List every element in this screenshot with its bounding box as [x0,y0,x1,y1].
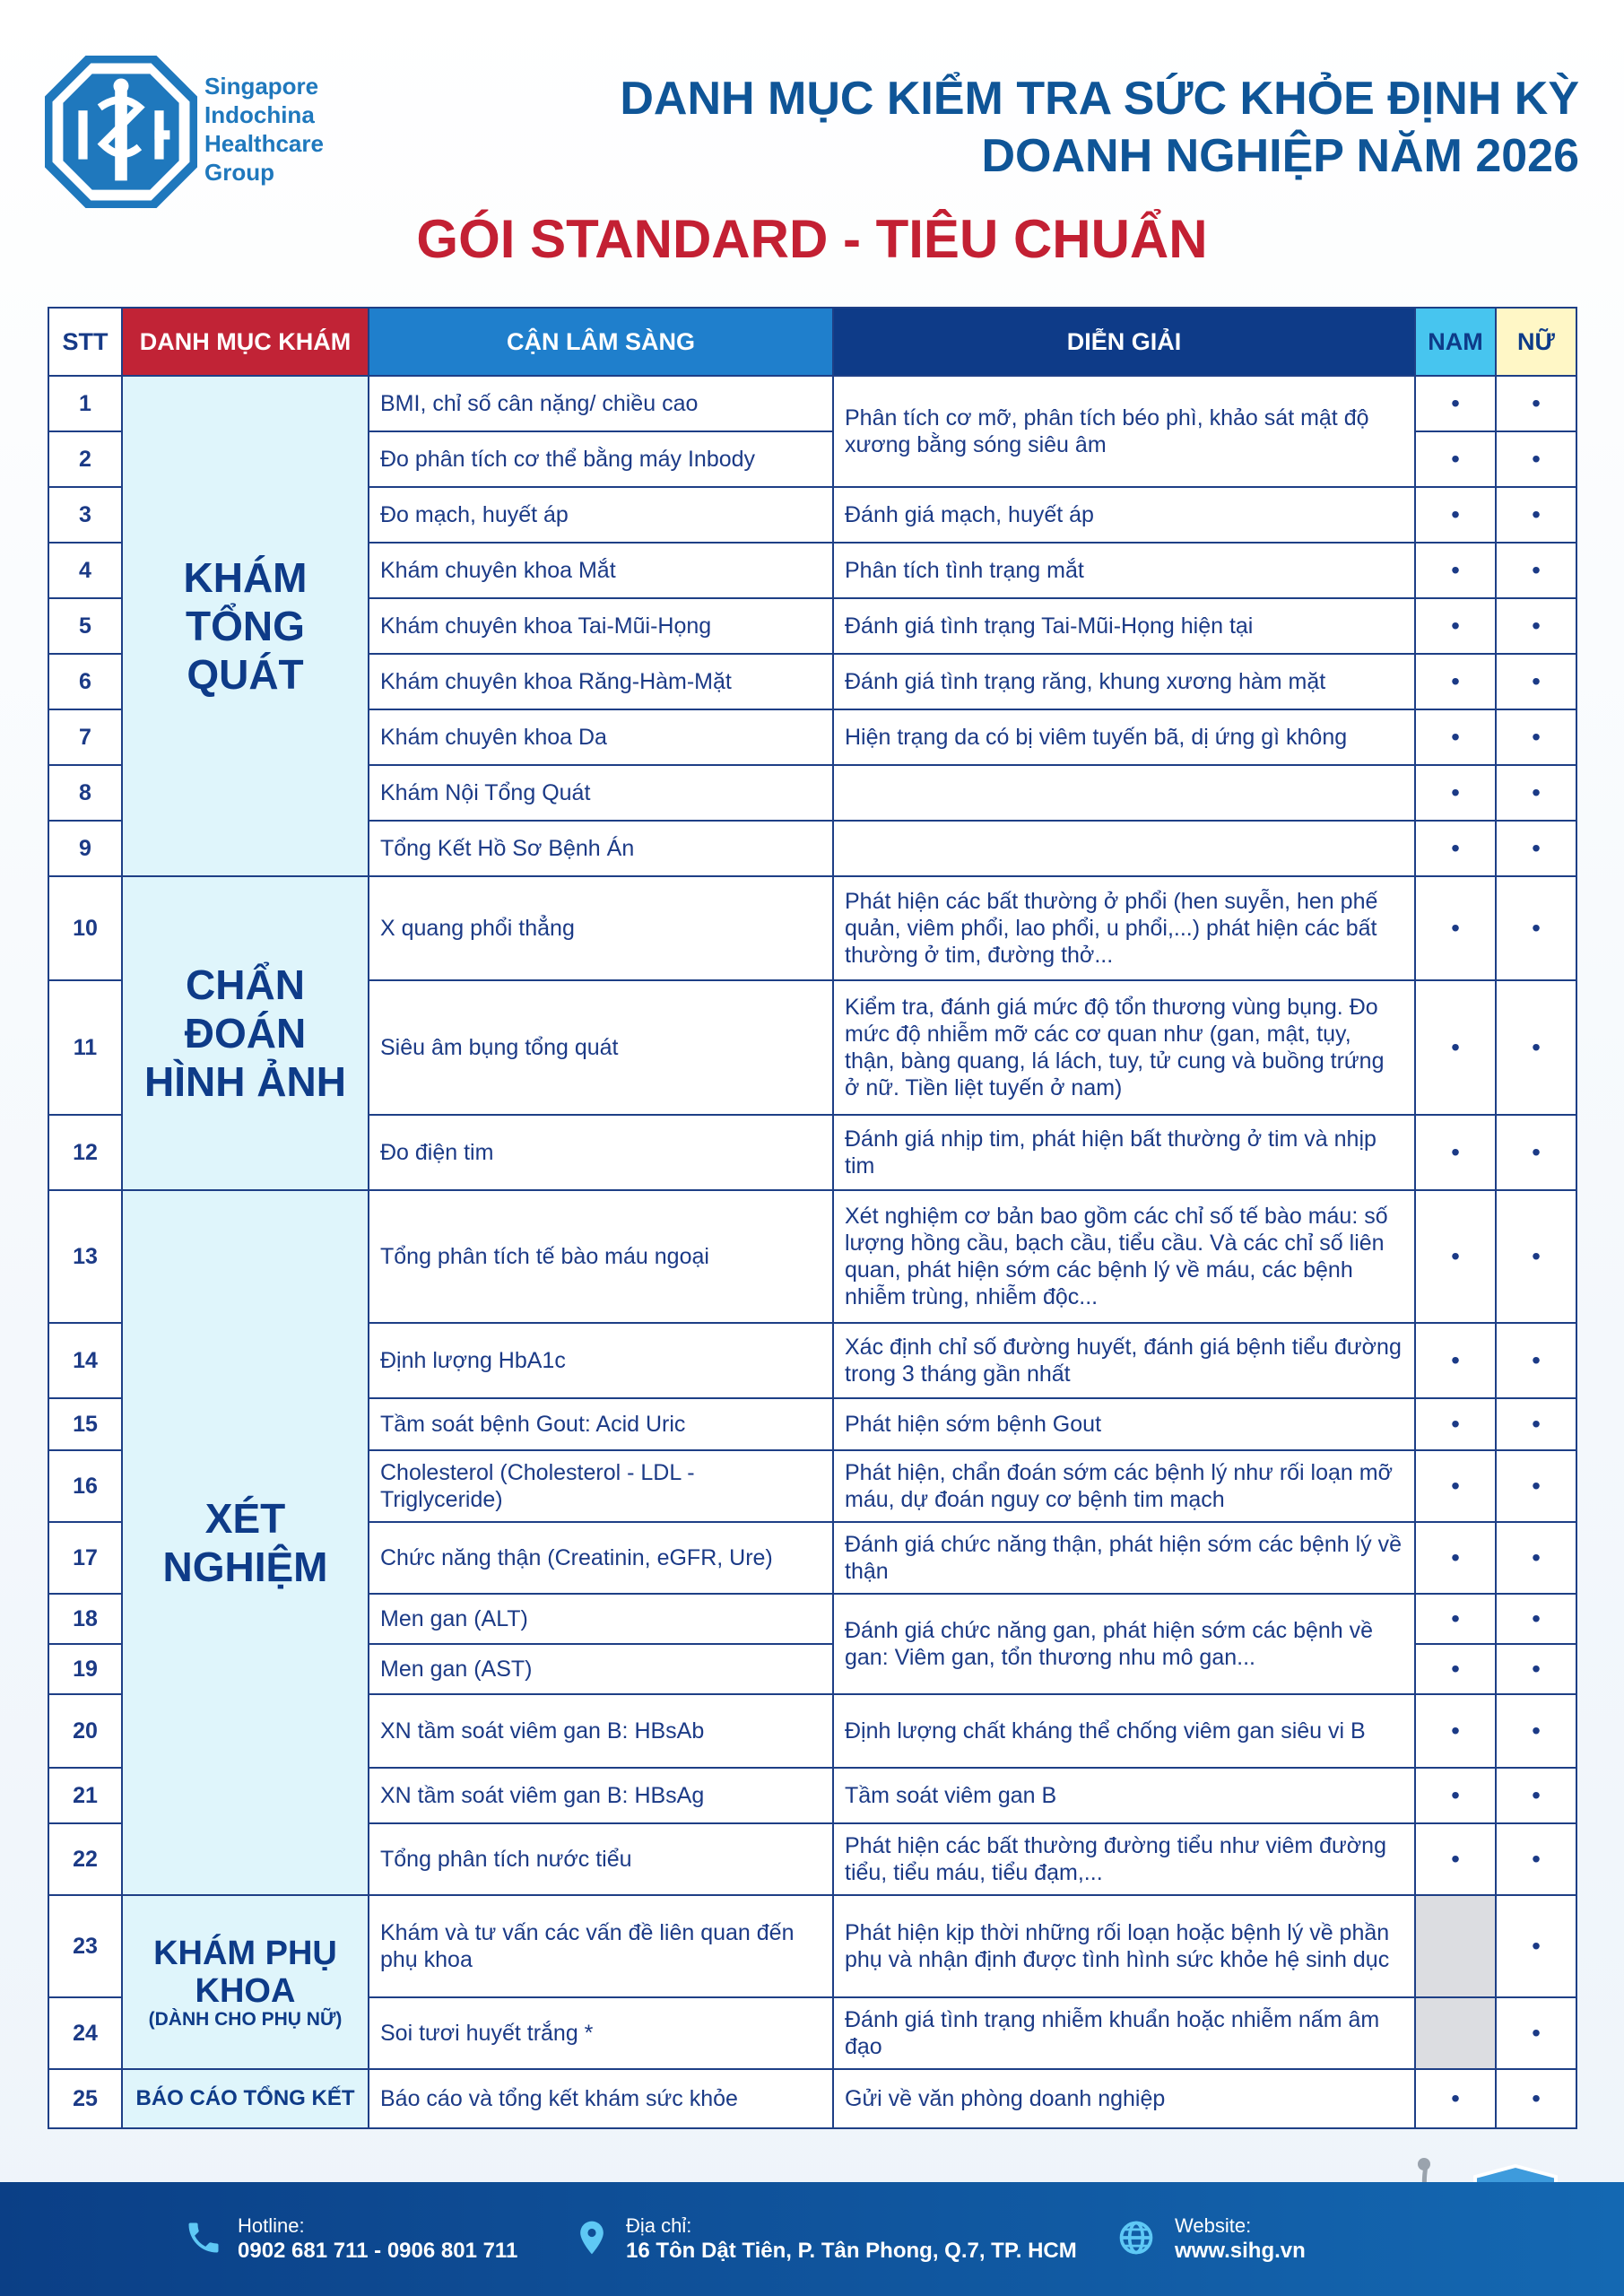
row-number: 24 [48,1997,122,2069]
row-number: 1 [48,376,122,431]
exam-item: Tầm soát bệnh Gout: Acid Uric [369,1398,833,1450]
row-number: 4 [48,543,122,598]
exam-item: XN tầm soát viêm gan B: HBsAg [369,1768,833,1823]
title-line-1: DANH MỤC KIỂM TRA SỨC KHỎE ĐỊNH KỲ [620,73,1579,125]
female-dot: • [1496,376,1576,431]
hotline [238,2214,517,2265]
row-number: 8 [48,765,122,821]
male-dot: • [1415,431,1496,487]
row-number: 20 [48,1694,122,1768]
row-number: 17 [48,1522,122,1594]
category-line: KHOA [195,1972,296,2010]
female-dot: • [1496,1115,1576,1190]
exam-description: Đánh giá chức năng thận, phát hiện sớm các bệnh lý về thận [833,1522,1415,1594]
female-dot: • [1496,821,1576,876]
male-dot: • [1415,821,1496,876]
exam-description: Phát hiện sớm bệnh Gout [833,1398,1415,1450]
exam-description: Đánh giá nhịp tim, phát hiện bất thường ở tim và nhịp tim [833,1115,1415,1190]
exam-item: Khám chuyên khoa Tai-Mũi-Họng [369,598,833,654]
male-dot: • [1415,1190,1496,1323]
row-number: 25 [48,2069,122,2128]
row-number: 14 [48,1323,122,1398]
female-dot: • [1496,1323,1576,1398]
male-dot: • [1415,376,1496,431]
row-number: 12 [48,1115,122,1190]
category-line: CHẨN [186,961,305,1008]
row-number: 23 [48,1895,122,1997]
row-number: 15 [48,1398,122,1450]
female-dot: • [1496,980,1576,1115]
male-dot: • [1415,876,1496,980]
table-row [48,876,1576,980]
male-not-applicable [1415,1895,1496,1997]
row-number: 6 [48,654,122,709]
exam-item: Đo phân tích cơ thể bằng máy Inbody [369,431,833,487]
phone-icon [184,2216,223,2259]
exam-description: Xét nghiệm cơ bản bao gồm các chỉ số tế bào máu: số lượng hồng cầu, bạch cầu, tiểu cầu. Và các chỉ số liên quan, phát hiện sớm các bệnh lý về máu, các bệnh nhiễm trùng, nhiễm độc... [833,1190,1415,1323]
header-stt: STT [48,308,122,376]
table-row [48,376,1576,431]
exam-description: Xác định chỉ số đường huyết, đánh giá bệnh tiểu đường trong 3 tháng gần nhất [833,1323,1415,1398]
exam-description [833,821,1415,876]
exam-description: Hiện trạng da có bị viêm tuyến bã, dị ứng gì không [833,709,1415,765]
exam-description: Phát hiện các bất thường đường tiểu như viêm đường tiểu, tiểu máu, tiểu đạm,... [833,1823,1415,1895]
exam-description: Phát hiện các bất thường ở phổi (hen suyễn, hen phế quản, viêm phổi, lao phổi, u phổi,...) phát hiện các bất thường ở tim, đường thở... [833,876,1415,980]
exam-item: Định lượng HbA1c [369,1323,833,1398]
male-dot: • [1415,598,1496,654]
globe-icon [1116,2216,1156,2259]
website-link[interactable]: www.sihg.vn [1175,2239,1306,2263]
female-dot: • [1496,431,1576,487]
female-dot: • [1496,765,1576,821]
female-dot: • [1496,487,1576,543]
logo-line: Indochina [204,101,315,128]
row-number: 10 [48,876,122,980]
checkup-table [48,307,1577,2129]
male-dot: • [1415,1768,1496,1823]
male-dot: • [1415,1522,1496,1594]
address [626,2214,1077,2265]
logo-line: Group [204,159,274,186]
sihg-logo-icon [45,56,197,208]
female-dot: • [1496,2069,1576,2128]
female-dot: • [1496,1644,1576,1694]
exam-description: Phân tích cơ mỡ, phân tích béo phì, khảo sát mật độ xương bằng sóng siêu âm [833,376,1415,487]
female-dot: • [1496,1594,1576,1644]
exam-item: Khám Nội Tổng Quát [369,765,833,821]
category-report: BÁO CÁO TỔNG KẾT [122,2069,369,2128]
logo-text [204,72,324,187]
exam-item: Siêu âm bụng tổng quát [369,980,833,1115]
female-dot: • [1496,598,1576,654]
male-dot: • [1415,543,1496,598]
exam-item: Tổng phân tích nước tiểu [369,1823,833,1895]
male-dot: • [1415,709,1496,765]
row-number: 22 [48,1823,122,1895]
exam-item: Soi tươi huyết trắng * [369,1997,833,2069]
exam-description: Gửi về văn phòng doanh nghiệp [833,2069,1415,2128]
exam-description: Đánh giá tình trạng nhiễm khuẩn hoặc nhiễm nấm âm đạo [833,1997,1415,2069]
exam-description: Đánh giá tình trạng Tai-Mũi-Họng hiện tại [833,598,1415,654]
category-lab [122,1190,369,1895]
female-dot: • [1496,1694,1576,1768]
male-dot: • [1415,1450,1496,1522]
exam-description: Đánh giá mạch, huyết áp [833,487,1415,543]
header-paraclinical: CẬN LÂM SÀNG [369,308,833,376]
male-dot: • [1415,1115,1496,1190]
female-dot: • [1496,876,1576,980]
exam-item: Đo mạch, huyết áp [369,487,833,543]
exam-description [833,765,1415,821]
category-line: XÉT [204,1495,286,1542]
package-title: GÓI STANDARD - TIÊU CHUẨN [416,209,1208,269]
exam-item: Báo cáo và tổng kết khám sức khỏe [369,2069,833,2128]
male-dot: • [1415,1694,1496,1768]
exam-item: Khám chuyên khoa Da [369,709,833,765]
exam-item: Đo điện tim [369,1115,833,1190]
category-line: NGHIỆM [162,1544,328,1590]
category-general [122,376,369,876]
exam-description: Tầm soát viêm gan B [833,1768,1415,1823]
female-dot: • [1496,1895,1576,1997]
exam-description: Phát hiện, chẩn đoán sớm các bệnh lý như rối loạn mỡ máu, dự đoán nguy cơ bệnh tim mạch [833,1450,1415,1522]
female-dot: • [1496,1450,1576,1522]
table-row [48,2069,1576,2128]
exam-item: Tổng Kết Hồ Sơ Bệnh Án [369,821,833,876]
female-dot: • [1496,709,1576,765]
exam-item: BMI, chỉ số cân nặng/ chiều cao [369,376,833,431]
logo-line: Singapore [204,73,319,100]
male-dot: • [1415,2069,1496,2128]
male-dot: • [1415,1644,1496,1694]
exam-item: Khám và tư vấn các vấn đề liên quan đến phụ khoa [369,1895,833,1997]
female-dot: • [1496,1768,1576,1823]
address-text: 16 Tôn Dật Tiên, P. Tân Phong, Q.7, TP. HCM [626,2239,1077,2263]
male-dot: • [1415,1823,1496,1895]
female-dot: • [1496,1522,1576,1594]
header-description: DIỄN GIẢI [833,308,1415,376]
category-imaging [122,876,369,1190]
row-number: 16 [48,1450,122,1522]
address-label: Địa chỉ: [626,2214,692,2237]
header-female: NỮ [1496,308,1576,376]
website-label: Website: [1175,2214,1252,2237]
row-number: 11 [48,980,122,1115]
male-dot: • [1415,1398,1496,1450]
row-number: 5 [48,598,122,654]
page-title [620,70,1579,185]
category-line: QUÁT [187,651,304,698]
exam-description: Phân tích tình trạng mắt [833,543,1415,598]
location-pin-icon [572,2216,612,2259]
female-dot: • [1496,1823,1576,1895]
exam-item: Chức năng thận (Creatinin, eGFR, Ure) [369,1522,833,1594]
footer [0,2182,1624,2296]
exam-item: Cholesterol (Cholesterol - LDL - Triglyceride) [369,1450,833,1522]
category-line: KHÁM PHỤ [153,1935,337,1972]
exam-item: XN tầm soát viêm gan B: HBsAb [369,1694,833,1768]
exam-item: Men gan (AST) [369,1644,833,1694]
category-line: ĐOÁN [184,1010,307,1057]
female-dot: • [1496,1997,1576,2069]
category-line: HÌNH ẢNH [144,1058,346,1105]
row-number: 3 [48,487,122,543]
table-row [48,1895,1576,1997]
category-note: (DÀNH CHO PHỤ NỮ) [148,2009,343,2030]
title-line-2: DOANH NGHIỆP NĂM 2026 [981,130,1579,182]
female-dot: • [1496,543,1576,598]
category-line: TỔNG [186,603,305,649]
row-number: 9 [48,821,122,876]
male-dot: • [1415,1594,1496,1644]
category-gynecology [122,1895,369,2069]
exam-item: Men gan (ALT) [369,1594,833,1644]
header-male: NAM [1415,308,1496,376]
exam-item: Khám chuyên khoa Răng-Hàm-Mặt [369,654,833,709]
male-dot: • [1415,487,1496,543]
male-not-applicable [1415,1997,1496,2069]
row-number: 2 [48,431,122,487]
exam-description: Đánh giá tình trạng răng, khung xương hàm mặt [833,654,1415,709]
row-number: 13 [48,1190,122,1323]
row-number: 19 [48,1644,122,1694]
table-row [48,1190,1576,1323]
exam-description: Phát hiện kịp thời những rối loạn hoặc bệnh lý về phần phụ và nhận định được tình hình sức khỏe hệ sinh dục [833,1895,1415,1997]
female-dot: • [1496,1398,1576,1450]
male-dot: • [1415,980,1496,1115]
hotline-label: Hotline: [238,2214,305,2237]
exam-item: X quang phổi thẳng [369,876,833,980]
female-dot: • [1496,654,1576,709]
female-dot: • [1496,1190,1576,1323]
male-dot: • [1415,1323,1496,1398]
exam-description: Định lượng chất kháng thể chống viêm gan siêu vi B [833,1694,1415,1768]
website [1175,2214,1306,2265]
row-number: 7 [48,709,122,765]
exam-item: Tổng phân tích tế bào máu ngoại [369,1190,833,1323]
header-category: DANH MỤC KHÁM [122,308,369,376]
table-header [48,308,1576,376]
exam-description: Đánh giá chức năng gan, phát hiện sớm các bệnh về gan: Viêm gan, tổn thương nhu mô gan... [833,1594,1415,1694]
row-number: 18 [48,1594,122,1644]
exam-description: Kiểm tra, đánh giá mức độ tổn thương vùng bụng. Đo mức độ nhiễm mỡ các cơ quan như (gan, mật, tụy, thận, bàng quang, lá lách, tuy, tử cung và buồng trứng ở nữ. Tiền liệt tuyến ở nam) [833,980,1415,1115]
logo-line: Healthcare [204,130,324,157]
male-dot: • [1415,654,1496,709]
hotline-number[interactable]: 0902 681 711 - 0906 801 711 [238,2239,518,2263]
exam-item: Khám chuyên khoa Mắt [369,543,833,598]
category-line: KHÁM [183,554,308,601]
row-number: 21 [48,1768,122,1823]
male-dot: • [1415,765,1496,821]
